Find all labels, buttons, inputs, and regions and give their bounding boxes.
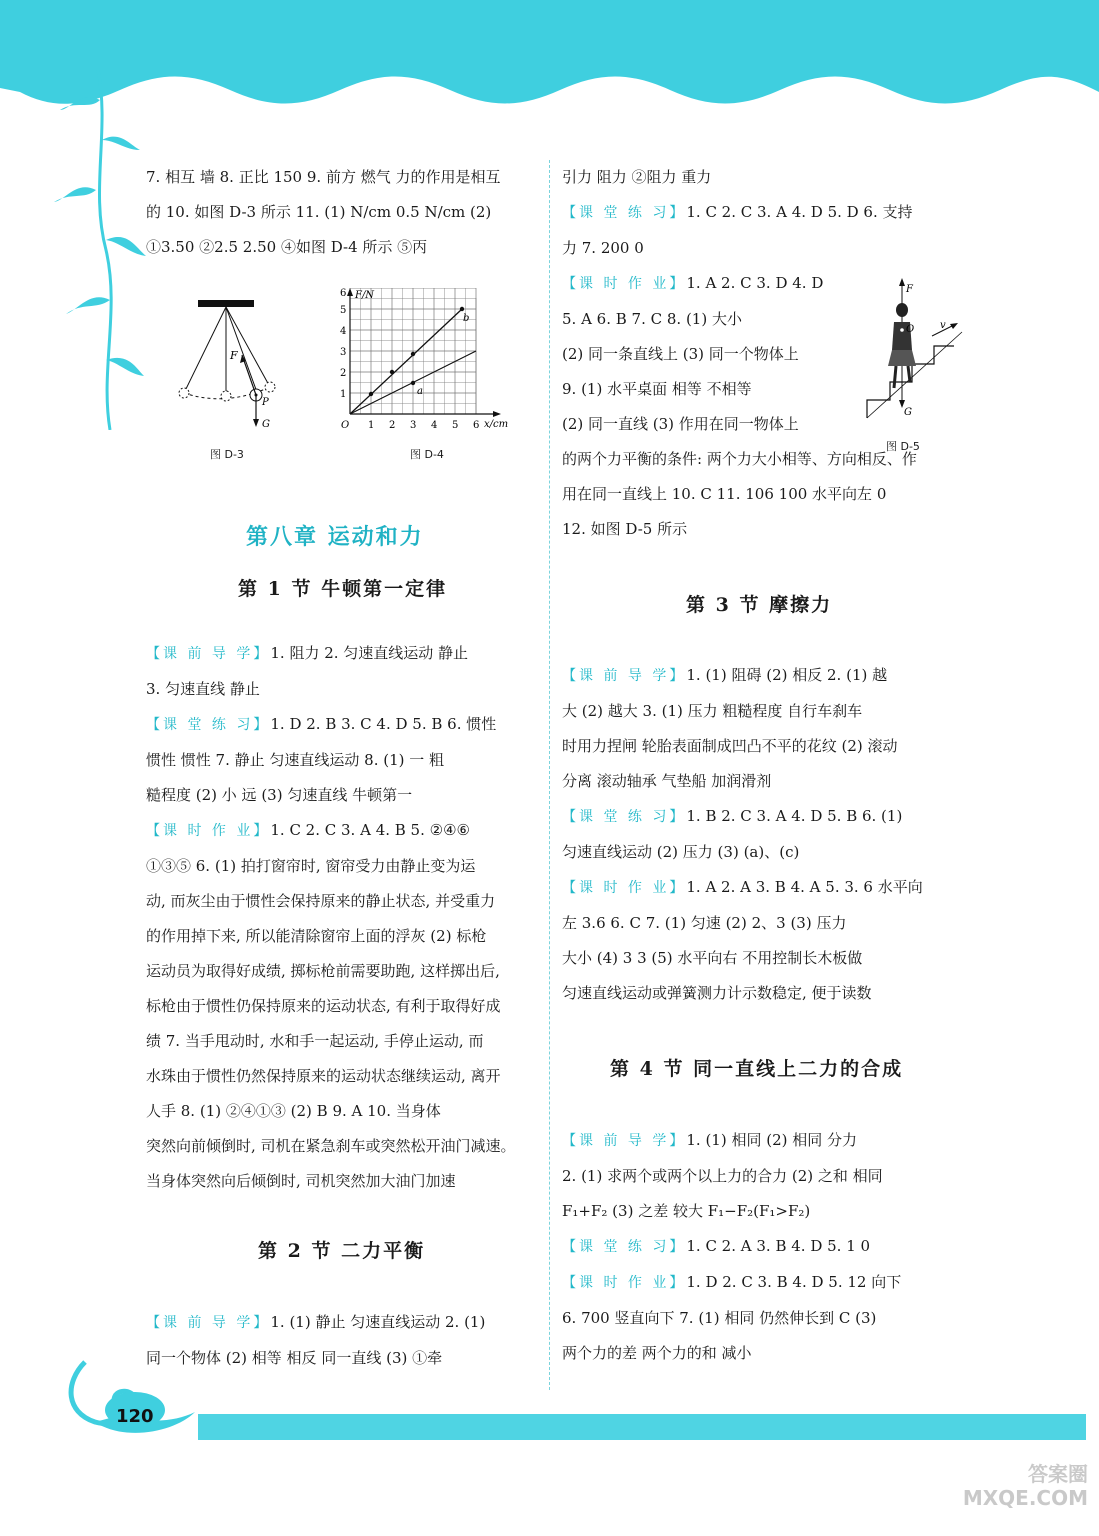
text-line: [562, 160, 962, 195]
line-text: 匀速直线运动 (2) 压力 (3) (a)、(c): [562, 843, 800, 861]
column-divider: [549, 160, 550, 1390]
section-3-body: [562, 658, 962, 1011]
text-line: [146, 636, 541, 672]
line-text: 两个力的差 两个力的和 减小: [562, 1344, 752, 1362]
line-text: 9. (1) 水平桌面 相等 不相等: [562, 380, 752, 398]
label-v: v: [940, 320, 946, 331]
caption-d4: 图 D-4: [410, 448, 444, 461]
line-text: 1. A 2. C 3. D 4. D: [686, 274, 824, 292]
line-text: 力 7. 200 0: [562, 239, 644, 257]
text-line: [146, 1305, 541, 1341]
section-title-3: 第 3 节 摩擦力: [686, 594, 833, 616]
text-line: [562, 1336, 962, 1371]
text-line: [562, 835, 962, 870]
line-text: 绩 7. 当手甩动时, 水和手一起运动, 手停止运动, 而: [146, 1032, 484, 1050]
line-text: 1. D 2. C 3. B 4. D 5. 12 向下: [686, 1273, 902, 1291]
text-line: [562, 1229, 962, 1265]
section-tag: 【课 堂 练 习】: [562, 1239, 687, 1255]
text-line: 的 10. 如图 D-3 所示 11. (1) N/cm 0.5 N/cm (2): [146, 203, 492, 221]
xtick: 1: [368, 420, 375, 431]
line-text: 的作用掉下来, 所以能清除窗帘上面的浮灰 (2) 标枪: [146, 927, 487, 945]
text-line: [146, 672, 541, 707]
bottom-bar: [198, 1414, 1086, 1440]
line-text: 的两个力平衡的条件: 两个力大小相等、方向相反、作: [562, 450, 917, 468]
line-text: 时用力捏闸 轮胎表面制成凹凸不平的花纹 (2) 滚动: [562, 737, 898, 755]
xtick: 6: [473, 420, 480, 431]
text-line: [562, 1123, 962, 1159]
line-text: 动, 而灰尘由于惯性会保持原来的静止状态, 并受重力: [146, 892, 496, 910]
ytick: 5: [340, 305, 347, 316]
line-text: 1. D 2. B 3. C 4. D 5. B 6. 惯性: [270, 715, 497, 733]
text-line: [562, 799, 962, 835]
section-tag: 【课 前 导 学】: [562, 668, 687, 684]
text-line: [146, 849, 541, 884]
xtick: 4: [431, 420, 438, 431]
line-text: (2) 同一条直线上 (3) 同一个物体上: [562, 345, 799, 363]
ceiling-bar: [198, 300, 254, 307]
xtick: 2: [389, 420, 396, 431]
vine-decoration: [40, 70, 150, 430]
section-tag: 【课 堂 练 习】: [562, 205, 687, 221]
line-text: 用在同一直线上 10. C 11. 106 100 水平向左 0: [562, 485, 887, 503]
caption-d3: 图 D-3: [210, 448, 244, 461]
line-text: 3. 匀速直线 静止: [146, 680, 260, 698]
line-text: 1. A 2. A 3. B 4. A 5. 3. 6 水平向: [686, 878, 923, 896]
text-line: [562, 941, 962, 976]
text-line: [562, 694, 962, 729]
section-tag: 【课 时 作 业】: [562, 880, 687, 896]
section-title-4: 第 4 节 同一直线上二力的合成: [610, 1058, 904, 1080]
line-text: F₁+F₂ (3) 之差 较大 F₁−F₂(F₁>F₂): [562, 1202, 811, 1220]
ytick: 3: [340, 347, 347, 358]
text-line: [146, 954, 541, 989]
line-text: 5. A 6. B 7. C 8. (1) 大小: [562, 310, 742, 328]
text-line: [562, 231, 962, 266]
text-line: [562, 870, 962, 906]
line-text: 惯性 惯性 7. 静止 匀速直线运动 8. (1) 一 粗: [146, 751, 445, 769]
ytick: 4: [340, 326, 347, 337]
ytick: 2: [340, 368, 347, 379]
text-line: [562, 764, 962, 799]
watermark: 答案圈 MXQE.COM: [962, 1462, 1088, 1510]
y-label: F/N: [355, 290, 375, 301]
line-text: 1. C 2. C 3. A 4. B 5. ②④⑥: [270, 821, 470, 839]
line-text: 突然向前倾倒时, 司机在紧急刹车或突然松开油门减速。: [146, 1137, 516, 1155]
line-text: 大 (2) 越大 3. (1) 压力 粗糙程度 自行车刹车: [562, 702, 863, 720]
label-a: a: [417, 386, 423, 397]
section-title-1: 第 1 节 牛顿第一定律: [238, 578, 448, 600]
line-text: 1. (1) 静止 匀速直线运动 2. (1): [270, 1313, 486, 1331]
chapter-title: 第八章 运动和力: [246, 525, 424, 550]
line-text: 6. 700 竖直向下 7. (1) 相同 仍然伸长到 C (3): [562, 1309, 877, 1327]
text-line: [146, 743, 541, 778]
section-2-body: [146, 1305, 541, 1376]
line-text: 1. C 2. C 3. A 4. D 5. D 6. 支持: [686, 203, 913, 221]
ytick: 1: [340, 389, 347, 400]
text-line: [562, 658, 962, 694]
section-tag: 【课 时 作 业】: [146, 823, 271, 839]
line-text: 1. 阻力 2. 匀速直线运动 静止: [270, 644, 469, 662]
text-line: [562, 976, 962, 1011]
section-tag: 【课 堂 练 习】: [146, 717, 271, 733]
line-text: 1. C 2. A 3. B 4. D 5. 1 0: [686, 1237, 871, 1255]
text-line: [562, 512, 962, 547]
section-tag: 【课 前 导 学】: [146, 1315, 271, 1331]
line-text: 1. B 2. C 3. A 4. D 5. B 6. (1): [686, 807, 903, 825]
line-text: 引力 阻力 ②阻力 重力: [562, 168, 712, 186]
line-text: 标枪由于惯性仍保持原来的运动状态, 有利于取得好成: [146, 997, 501, 1015]
text-line: [562, 729, 962, 764]
x-label: x/cm: [484, 419, 509, 430]
section-4-body: [562, 1123, 962, 1371]
label-p: P: [262, 397, 269, 408]
section-1-body: [146, 636, 541, 1199]
text-line: [146, 989, 541, 1024]
line-text: 大小 (4) 3 3 (5) 水平向右 不用控制长木板做: [562, 949, 863, 967]
text-line: [562, 1159, 962, 1194]
page-number: 120: [116, 1406, 154, 1427]
text-line: 7. 相互 墙 8. 正比 150 9. 前方 燃气 力的作用是相互: [146, 168, 501, 186]
text-line: [146, 1341, 541, 1376]
top-wave-banner: [0, 0, 1099, 110]
line-text: 水珠由于惯性仍然保持原来的运动状态继续运动, 离开: [146, 1067, 501, 1085]
text-line: [146, 778, 541, 813]
text-line: ①3.50 ②2.5 2.50 ④如图 D-4 所示 ⑤丙: [146, 238, 428, 256]
line-text: 同一个物体 (2) 相等 相反 同一直线 (3) ①牵: [146, 1349, 443, 1367]
label-f: F: [230, 349, 238, 362]
line-text: 12. 如图 D-5 所示: [562, 520, 688, 538]
xtick: 3: [410, 420, 417, 431]
line-text: (2) 同一直线 (3) 作用在同一物体上: [562, 415, 799, 433]
label-g: G: [262, 419, 270, 430]
label-o: O: [906, 324, 915, 335]
line-text: 分离 滚动轴承 气垫船 加润滑剂: [562, 772, 772, 790]
section-tag: 【课 前 导 学】: [562, 1133, 687, 1149]
section-tag: 【课 时 作 业】: [562, 1275, 687, 1291]
text-line: [562, 1265, 962, 1301]
corner-swirl-decoration: [55, 1352, 205, 1442]
caption-d5: 图 D-5: [886, 440, 920, 453]
section-tag: 【课 时 作 业】: [562, 276, 687, 292]
ytick: 6: [340, 288, 347, 299]
text-line: [146, 919, 541, 954]
text-line: [562, 477, 962, 512]
text-line: [146, 1164, 541, 1199]
figure-d5-stairs: [862, 270, 972, 430]
origin: O: [341, 420, 350, 431]
text-line: [146, 707, 541, 743]
line-text: 运动员为取得好成绩, 掷标枪前需要助跑, 这样掷出后,: [146, 962, 500, 980]
section-tag: 【课 堂 练 习】: [562, 809, 687, 825]
left-top-text: [146, 160, 541, 265]
text-line: [146, 1129, 541, 1164]
line-text: 糙程度 (2) 小 远 (3) 匀速直线 牛顿第一: [146, 786, 413, 804]
text-line: [562, 1194, 962, 1229]
text-line: [146, 1059, 541, 1094]
line-text: 2. (1) 求两个或两个以上力的合力 (2) 之和 相同: [562, 1167, 883, 1185]
line-text: 左 3.6 6. C 7. (1) 匀速 (2) 2、3 (3) 压力: [562, 914, 847, 932]
section-title-2: 第 2 节 二力平衡: [258, 1240, 426, 1262]
text-line: [562, 195, 962, 231]
text-line: [146, 1094, 541, 1129]
line-text: ①③⑤ 6. (1) 拍打窗帘时, 窗帘受力由静止变为运: [146, 857, 476, 875]
text-line: [146, 884, 541, 919]
text-line: [146, 1024, 541, 1059]
line-text: 匀速直线运动或弹簧测力计示数稳定, 便于读数: [562, 984, 872, 1002]
line-text: 当身体突然向后倾倒时, 司机突然加大油门加速: [146, 1172, 456, 1190]
text-line: [562, 906, 962, 941]
line-text: 1. (1) 相同 (2) 相同 分力: [686, 1131, 858, 1149]
label-b: b: [463, 313, 470, 324]
xtick: 5: [452, 420, 459, 431]
figure-d4-chart: [335, 288, 520, 436]
text-line: [562, 1301, 962, 1336]
figure-d3-pendulum: [170, 295, 290, 435]
label-f: F: [906, 284, 913, 295]
text-line: [146, 813, 541, 849]
section-tag: 【课 前 导 学】: [146, 646, 271, 662]
line-text: 人手 8. (1) ②④①③ (2) B 9. A 10. 当身体: [146, 1102, 441, 1120]
label-g: G: [904, 407, 912, 418]
line-text: 1. (1) 阻碍 (2) 相反 2. (1) 越: [686, 666, 888, 684]
